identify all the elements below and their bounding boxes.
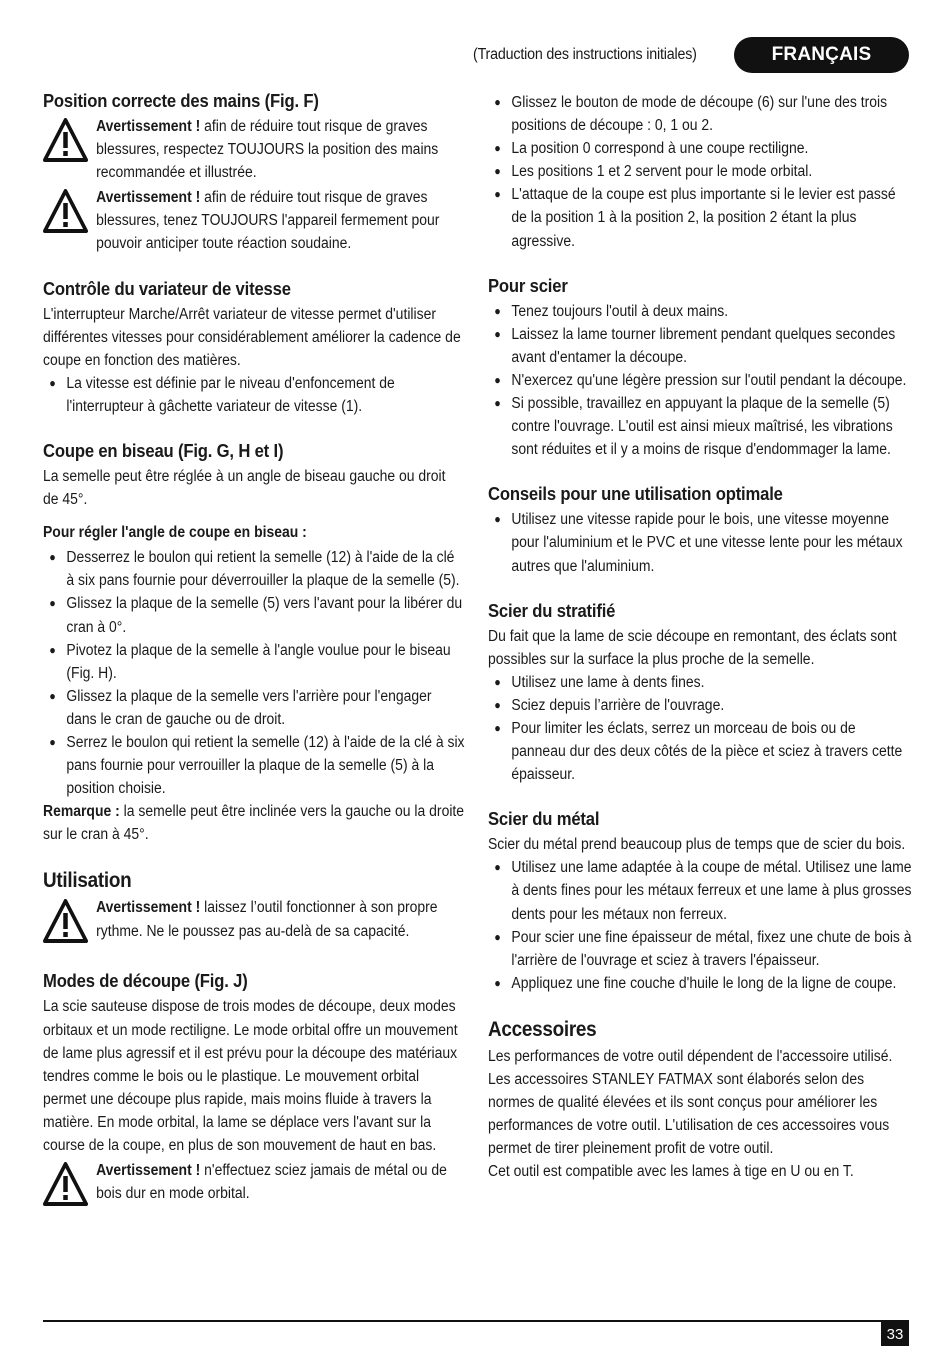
translation-note: (Traduction des instructions initiales): [473, 46, 697, 63]
list-item: ● Glissez la plaque de la semelle (5) vers l'avant pour la libérer du cran à 0°.: [43, 592, 465, 638]
warning-triangle-icon: [43, 896, 88, 948]
list-item: ● La position 0 correspond à une coupe rectiligne.: [488, 137, 912, 160]
list-item: ● Utilisez une lame à dents fines.: [488, 671, 912, 694]
section-speed-control: [43, 278, 465, 418]
warning-block: [43, 896, 465, 948]
warning-label: Avertissement !: [96, 118, 201, 135]
list-item: ● Desserrez le boulon qui retient la semelle (12) à l'aide de la clé à six pans fournie pour déverrouiller la plaque de la semelle (5).: [43, 546, 465, 592]
section-title: Utilisation: [43, 869, 132, 893]
list-item: ● Appliquez une fine couche d'huile le long de la ligne de coupe.: [488, 972, 912, 995]
subsection-title: Pour régler l'angle de coupe en biseau :: [43, 524, 307, 542]
language-label: FRANÇAIS: [771, 44, 872, 65]
section-usage: [43, 868, 465, 948]
section-sawing: [488, 275, 912, 462]
bullet-list: [43, 372, 465, 418]
section-mode-steps: [488, 91, 912, 253]
warning-triangle-icon: [43, 186, 88, 238]
section-title: Scier du métal: [488, 808, 600, 830]
list-item: ● Pivotez la plaque de la semelle à l'angle voulue pour le biseau (Fig. H).: [43, 639, 465, 685]
list-item: ● Glissez le bouton de mode de découpe (6) sur l'une des trois positions de découpe : 0, 1 ou 2.: [488, 91, 912, 137]
bullet-list: [488, 671, 912, 786]
list-item: ● Utilisez une vitesse rapide pour le bois, une vitesse moyenne pour l'aluminium et le PVC et une vitesse lente pour les métaux autres que l'aluminium.: [488, 508, 912, 577]
section-title: Accessoires: [488, 1017, 597, 1041]
section-title: Pour scier: [488, 274, 568, 296]
warning-text: laissez l’outil fonctionner à son propre rythme. Ne le poussez pas au-delà de sa capacité.: [96, 899, 438, 940]
paragraph: La scie sauteuse dispose de trois modes de découpe, deux modes orbitaux et un mode rectiligne. Le mode orbital offre un mouvement de lame plus agressif et il est prévu pour la découpe des matériaux tendres comme le bois ou le plastique. Le mouvement orbital permet une découpe plus rapide, mais moins fluide à travers la matière. En mode orbital, la lame se déplace vers l'avant sur la course de la coupe, en plus de son mouvement de haut en bas.: [43, 998, 458, 1154]
section-bevel-cut: [43, 440, 465, 846]
section-cutting-modes: [43, 970, 465, 1211]
section-tips: [488, 483, 912, 577]
list-item: ● Pour scier une fine épaisseur de métal, fixez une chute de bois à l'arrière de l'ouvrage et sciez à travers l'épaisseur.: [488, 926, 912, 972]
warning-block: [43, 186, 465, 255]
list-item: ● Laissez la lame tourner librement pendant quelques secondes avant d'entamer la découpe.: [488, 323, 912, 369]
section-laminate: [488, 600, 912, 787]
warning-triangle-icon: [43, 1159, 88, 1211]
list-item: ● Pour limiter les éclats, serrez un morceau de bois ou de panneau dur des deux côtés de la pièce et sciez à travers cette épaisseur.: [488, 717, 912, 786]
bullet-list: [488, 91, 912, 253]
paragraph: Scier du métal prend beaucoup plus de temps que de scier du bois.: [488, 836, 906, 854]
footer-divider: [43, 1320, 909, 1322]
list-item: ● Glissez la plaque de la semelle vers l'arrière pour l'engager dans le cran de gauche ou de droit.: [43, 685, 465, 731]
bullet-list: [43, 546, 465, 800]
warning-text: afin de réduire tout risque de graves blessures, respectez TOUJOURS la position des mains recommandée et illustrée.: [96, 118, 439, 182]
list-item: ● L'attaque de la coupe est plus importante si le levier est passé de la position 1 à la position 2, la position 2 étant la plus agressive.: [488, 183, 912, 252]
list-item: ● Sciez depuis l’arrière de l'ouvrage.: [488, 694, 912, 717]
right-column: [488, 91, 912, 1205]
list-item: ● La vitesse est définie par le niveau d'enfoncement de l'interrupteur à gâchette variateur de vitesse (1).: [43, 372, 465, 418]
section-title: Contrôle du variateur de vitesse: [43, 277, 291, 299]
page-number-badge: [881, 1322, 909, 1346]
list-item: ● Serrez le boulon qui retient la semelle (12) à l'aide de la clé à six pans fournie pour verrouiller la plaque de la semelle (5) à la position choisie.: [43, 731, 465, 800]
section-title: Modes de découpe (Fig. J): [43, 970, 248, 992]
list-item: ● Les positions 1 et 2 servent pour le mode orbital.: [488, 160, 912, 183]
bullet-list: [488, 508, 912, 577]
bullet-list: [488, 856, 912, 995]
paragraph: Du fait que la lame de scie découpe en remontant, des éclats sont possibles sur la surface la plus proche de la semelle.: [488, 627, 897, 668]
list-item: ● Utilisez une lame adaptée à la coupe de métal. Utilisez une lame à dents fines pour les métaux ferreux et une lame à plus grosses dents pour les métaux non ferreux.: [488, 856, 912, 925]
paragraph: L'interrupteur Marche/Arrêt variateur de vitesse permet d'utiliser différentes vitesses pour considérablement améliorer la cadence de coupe en fonction des matières.: [43, 305, 461, 369]
paragraph: La semelle peut être réglée à un angle de biseau gauche ou droit de 45°.: [43, 468, 446, 509]
section-title: Conseils pour une utilisation optimale: [488, 483, 783, 505]
paragraph: Les performances de votre outil dépendent de l'accessoire utilisé. Les accessoires STANLEY FATMAX sont élaborés selon des normes de qualité élevées et ils sont conçus pour améliorer les performances de votre outil. L'utilisation de ces accessoires vous permet de tirer pleinement profit de votre outil.: [488, 1047, 893, 1158]
warning-text: n'effectuez sciez jamais de métal ou de bois dur en mode orbital.: [96, 1162, 447, 1203]
note-label: Remarque :: [43, 803, 120, 821]
warning-label: Avertissement !: [96, 899, 201, 917]
warning-triangle-icon: [43, 115, 88, 167]
list-item: ● Tenez toujours l'outil à deux mains.: [488, 300, 912, 323]
section-metal: [488, 808, 912, 995]
section-title: Position correcte des mains (Fig. F): [43, 90, 319, 111]
section-title: Coupe en biseau (Fig. G, H et I): [43, 440, 284, 462]
warning-block: [43, 115, 465, 184]
warning-label: Avertissement !: [96, 189, 201, 207]
warning-block: [43, 1159, 465, 1211]
list-item: ● N'exercez qu'une légère pression sur l'outil pendant la découpe.: [488, 369, 912, 392]
warning-label: Avertissement !: [96, 1162, 201, 1180]
left-column: [43, 90, 465, 1233]
note: [43, 800, 465, 846]
section-accessories: [488, 1017, 912, 1184]
page-number: 33: [886, 1325, 904, 1343]
bullet-list: [488, 300, 912, 462]
section-title: Scier du stratifié: [488, 599, 616, 621]
list-item: ● Si possible, travaillez en appuyant la plaque de la semelle (5) contre l'ouvrage. L'outil est ainsi mieux maîtrisé, les vibrations sont réduites et il y a moins de risque d'endommager la lame.: [488, 392, 912, 461]
note-text: la semelle peut être inclinée vers la gauche ou la droite sur le cran à 45°.: [43, 803, 465, 844]
paragraph: Cet outil est compatible avec les lames à tige en U ou en T.: [488, 1163, 854, 1181]
language-badge: [734, 37, 909, 73]
warning-text: afin de réduire tout risque de graves blessures, tenez TOUJOURS l'appareil fermement pour pouvoir anticiper toute réaction soudaine.: [96, 189, 440, 253]
section-hand-position: [43, 90, 465, 256]
